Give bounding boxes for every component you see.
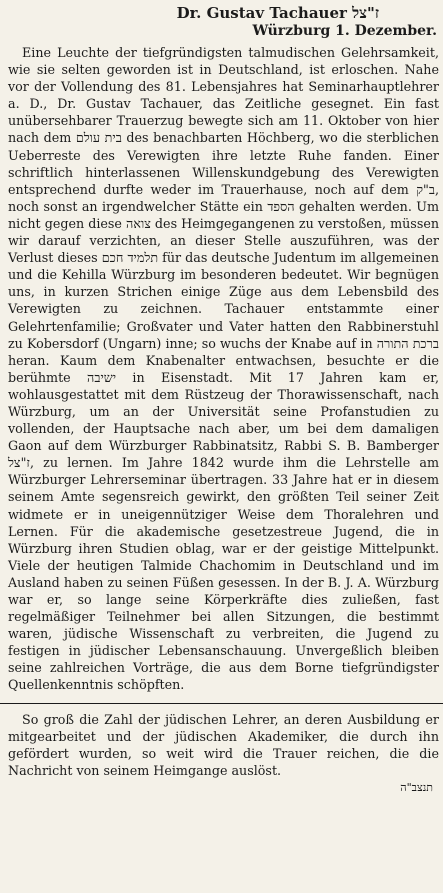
closing-paragraph: So groß die Zahl der jüdischen Lehrer, an deren Ausbildung er mitgearbeitet und der jüdischen Akademiker, die durch ihn gefördert wurden, so weit wird die Trauer reichen, die die Nachricht von seinem Heimgange auslöst.	[8, 711, 439, 778]
section-divider	[0, 703, 443, 704]
obituary-title: Dr. Gustav Tachauer ז"צל	[176, 4, 379, 22]
obituary-body	[8, 44, 439, 694]
signoff: תנצב"ה	[400, 780, 433, 794]
dateline: Würzburg 1. Dezember.	[252, 23, 437, 39]
body-paragraph: Eine Leuchte der tiefgründigsten talmudischen Gelehrsamkeit, wie sie selten geworden ist in Deutschland, ist erloschen. Nahe vor der Vollendung des 81. Lebensjahres hat Seminarhauptlehrer a. D., Dr. Gustav Tachauer, das Zeitliche gesegnet. Ein fast unübersehbarer Trauerzug bewegte sich am 11. Oktober von hier nach dem בית עולם des benachbarten Höchberg, wo die sterblichen Ueberreste des Verewigten ihre letzte Ruhe fanden. Einer schriftlich hinterlassenen Willenskundgebung des Verewigten entsprechend durfte weder im Trauerhause, noch auf dem ב"ק, noch sonst an irgendwelcher Stätte ein הספד gehalten werden. Um nicht gegen diese צואה des Heimgegangenen zu verstoßen, müssen wir darauf verzichten, an dieser Stelle auszuführen, was der Verlust dieses תלמיד חכם für das deutsche Judentum im allgemeinen und die Kehilla Würzburg im besonderen bedeutet. Wir begnügen uns, in kurzen Strichen einige Züge aus dem Lebensbild des Verewigten zu zeichnen. Tachauer entstammte einer Gelehrtenfamilie; Großvater und Vater hatten den Rabbinerstuhl zu Kobersdorf (Ungarn) inne; so wuchs der Knabe auf in ברכת התורה heran. Kaum dem Knabenalter entwachsen, besuchte er die berühmte ישיבה in Eisenstadt. Mit 17 Jahren kam er, wohlausgestattet mit dem Rüstzeug der Thorawissenschaft, nach Würzburg, um an der Universität seine Profanstudien zu vollenden, der Hauptsache nach aber, um bei dem damaligen Gaon auf dem Würzburger Rabbinatsitz, Rabbi S. B. Bamberger ז"צל, zu lernen. Im Jahre 1842 wurde ihm die Lehrstelle am Würzburger Lehrerseminar übertragen. 33 Jahre hat er in diesem seinem Amte segensreich gewirkt, den größten Teil seiner Zeit widmete er in uneigennütziger Weise dem Thoralehren und Lernen. Für die akademische gesetzestreue Jugend, die in Würzburg ihren Studien oblag, war er der geistige Mittelpunkt. Viele der heutigen Talmide Chachomim in Deutschland und im Ausland haben zu seinen Füßen gesessen. In der B. J. A. Würzburg war er, so lange seine Körperkräfte dies zuließen, fast regelmäßiger Teilnehmer bei allen Sitzungen, die bestimmt waren, jüdische Wissenschaft zu verbreiten, die Jugend zu festigen in jüdischer Lebensanschauung. Unvergeßlich bleiben seine zahlreichen Vorträge, die aus dem Borne tiefgründigster Quellenkenntnis schöpften.	[8, 45, 440, 693]
